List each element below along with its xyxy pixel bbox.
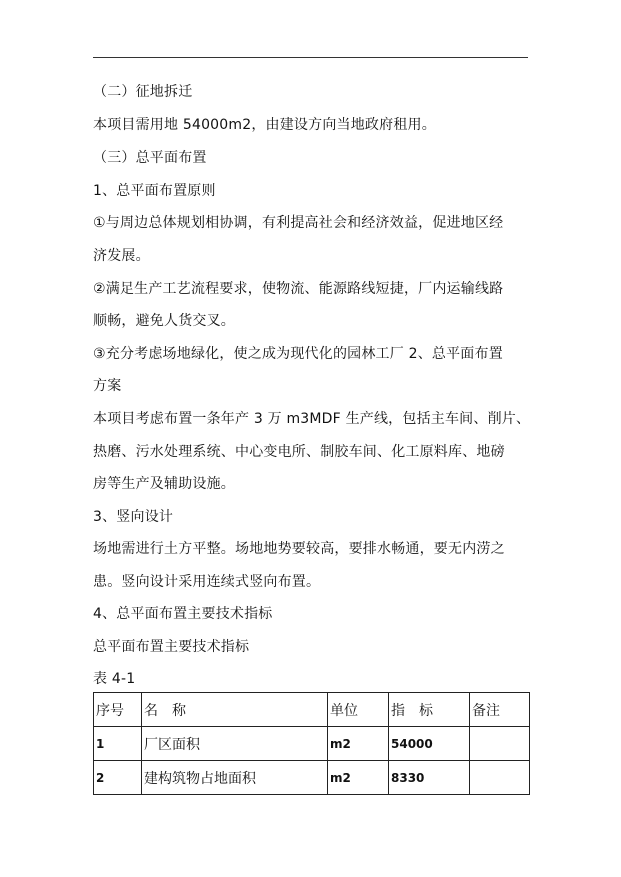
table-row xyxy=(94,727,530,761)
header-indicator: 指 标 xyxy=(389,693,470,727)
technical-indicators-table xyxy=(93,692,530,795)
section-heading-land-acquisition: （二）征地拆迁 xyxy=(93,84,193,100)
paragraph-vertical-line-2: 患。竖向设计采用连续式竖向布置。 xyxy=(93,574,321,590)
principle-1-line-2: 济发展。 xyxy=(93,248,150,264)
cell-name: 建构筑物占地面积 xyxy=(142,761,328,795)
table-title: 总平面布置主要技术指标 xyxy=(93,639,250,655)
header-remark: 备注 xyxy=(470,693,530,727)
header-rule xyxy=(93,57,528,58)
section-heading-general-layout: （三）总平面布置 xyxy=(93,150,207,166)
table-number: 表 4-1 xyxy=(93,671,136,687)
cell-unit: m2 xyxy=(328,761,389,795)
principle-2-line-2: 顺畅，避免人货交叉。 xyxy=(93,313,235,329)
cell-remark xyxy=(470,727,530,761)
table-row xyxy=(94,761,530,795)
header-index: 序号 xyxy=(94,693,142,727)
cell-indicator: 54000 xyxy=(389,727,470,761)
paragraph-vertical-line-1: 场地需进行土方平整。场地地势要较高，要排水畅通，要无内涝之 xyxy=(93,541,505,557)
header-name: 名 称 xyxy=(142,693,328,727)
principle-1-line-1: ①与周边总体规划相协调，有利提高社会和经济效益，促进地区经 xyxy=(93,215,504,231)
technical-indicators-table-wrap xyxy=(93,692,529,795)
cell-unit: m2 xyxy=(328,727,389,761)
principle-3-line-2: 方案 xyxy=(93,378,122,394)
subheading-technical-indicators: 4、总平面布置主要技术指标 xyxy=(93,606,273,622)
table-header-row xyxy=(94,693,530,727)
cell-index: 1 xyxy=(94,727,142,761)
header-unit: 单位 xyxy=(328,693,389,727)
paragraph-plan-line-2: 热磨、污水处理系统、中心变电所、制胶车间、化工原料库、地磅 xyxy=(93,444,505,460)
principle-2-line-1: ②满足生产工艺流程要求，使物流、能源路线短捷，厂内运输线路 xyxy=(93,281,504,297)
cell-index: 2 xyxy=(94,761,142,795)
paragraph-land-use: 本项目需用地 54000m2，由建设方向当地政府租用。 xyxy=(93,117,436,133)
paragraph-plan-line-3: 房等生产及辅助设施。 xyxy=(93,476,235,492)
subheading-vertical-design: 3、竖向设计 xyxy=(93,509,174,525)
cell-remark xyxy=(470,761,530,795)
paragraph-plan-line-1: 本项目考虑布置一条年产 3 万 m3MDF 生产线，包括主车间、削片、 xyxy=(93,411,531,427)
principle-3-line-1: ③充分考虑场地绿化，使之成为现代化的园林工厂 2、总平面布置 xyxy=(93,346,503,362)
cell-indicator: 8330 xyxy=(389,761,470,795)
cell-name: 厂区面积 xyxy=(142,727,328,761)
subheading-layout-principles: 1、总平面布置原则 xyxy=(93,183,216,199)
